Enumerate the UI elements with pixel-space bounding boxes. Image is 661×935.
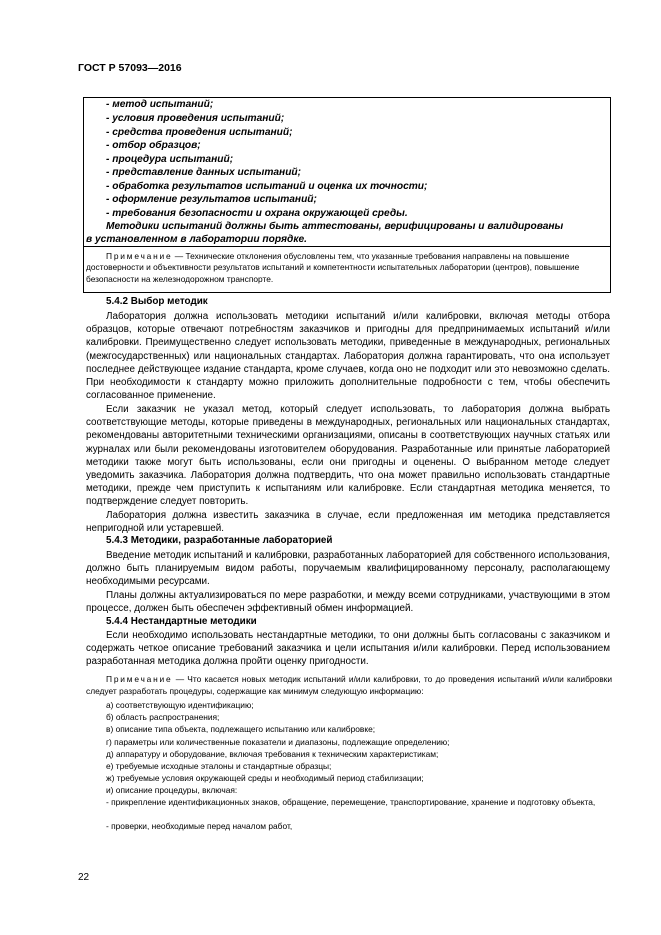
bullet-item: - средства проведения испытаний; <box>106 127 293 138</box>
note-text: — Технические отклонения обусловлены тем, что указанные требования направлены на повышение достоверности и объективности результатов испытаний и компетентности испытательных лаборатории (центров), повышение безопасности на железнодорожном транспорте. <box>86 251 580 284</box>
paragraph: Лаборатория должна известить заказчика в случае, если предложенная им методика представляется непригодной или устаревшей. <box>86 510 610 535</box>
list-subitem: - проверки, необходимые перед началом работ, <box>106 821 293 831</box>
paragraph: Лаборатория должна использовать методики испытаний и/или калибровки, включая методы отбора образцов, которые отвечают потребностям заказчиков и пригодны для предпринимаемых испытаний и/или калибровки. Преимущественно следует использовать методики, приведенные в международных, региональных (межгосударственных) или национальных стандартах. Лаборатория должна гарантировать, что она использует последнее действующее издание стандарта, кроме случаев, когда оно не подходит или это невозможно сделать. При необходимости к стандарту можно приложить дополнительные подробности с тем, чтобы обеспечить согласованное применение. <box>86 311 610 402</box>
list-item: а) соответствующую идентификацию; <box>106 700 254 710</box>
bullet-item: - условия проведения испытаний; <box>106 113 285 124</box>
bullet-item: - процедура испытаний; <box>106 154 234 165</box>
list-item: ж) требуемые условия окружающей среды и необходимый период стабилизации; <box>106 773 424 783</box>
bullet-item: - отбор образцов; <box>106 140 201 151</box>
list-item: е) требуемые исходные эталоны и стандартные образцы; <box>106 761 332 771</box>
page-number: 22 <box>78 872 90 883</box>
paragraph: Планы должны актуализироваться по мере разработки, и между всеми сотрудниками, участвующими в этом процессе, должен быть обеспечен эффективный обмен информацией. <box>86 590 610 615</box>
bullet-item: - оформление результатов испытаний; <box>106 194 317 205</box>
note-text: — Что касается новых методик испытаний и/или калибровки, то до проведения испытаний и/или калибровки следует разработать процедуры, содержащие как минимум следующую информацию: <box>86 674 612 696</box>
paragraph: Введение методик испытаний и калибровки, разработанных лабораторией для собственного использования, должно быть планируемым видом работы, поручаемым квалифицированному персоналу, располагающему необходимыми ресурсами. <box>86 550 610 588</box>
bullet-item: - обработка результатов испытаний и оценка их точности; <box>106 181 428 192</box>
bullet-item: - требования безопасности и охрана окружающей среды. <box>106 208 408 219</box>
list-item: в) описание типа объекта, подлежащего испытанию или калибровке; <box>106 724 376 734</box>
list-item: г) параметры или количественные показатели и диапазоны, подлежащие определению; <box>106 737 450 747</box>
section-heading-5-4-3: 5.4.3 Методики, разработанные лабораторией <box>106 535 333 546</box>
section-heading-5-4-4: 5.4.4 Нестандартные методики <box>106 616 257 627</box>
document-header: ГОСТ Р 57093—2016 <box>78 62 182 74</box>
list-item: б) область распространения; <box>106 712 220 722</box>
paragraph: Если заказчик не указал метод, который следует использовать, то лаборатория должна выбрать соответствующие методы, которые приведены в международных, региональных или национальных стандартах, рекомендованы авторитетными техническими организациями, описаны в соответствующих научных статьях или журналах или были рекомендованы изготовителем оборудования. Разработанные или принятые лабораторией методики также могут быть использованы, если они пригодны и оценены. О выбранном методе следует уведомить заказчика. Лаборатория должна подтвердить, что она может правильно использовать стандартные методики, прежде чем приступить к испытаниям или калибровке. Если стандартная методика меняется, то подтверждение следует повторить. <box>86 404 610 508</box>
list-item: д) аппаратуру и оборудование, включая требования к техническим характеристикам; <box>106 749 439 759</box>
paragraph: Если необходимо использовать нестандартные методики, то они должны быть согласованы с заказчиком и содержать четкое описание требований заказчика и цели испытания и/или калибровки. Перед использованием разработанная методика должна пройти оценку пригодности. <box>86 630 610 668</box>
bold-statement-line: в установленном в лаборатории порядке. <box>86 234 308 245</box>
framed-note <box>86 251 608 285</box>
list-item: и) описание процедуры, включая: <box>106 785 238 795</box>
bold-statement-line: Методики испытаний должны быть аттестованы, верифицированы и валидированы <box>106 221 564 232</box>
section-note <box>86 674 612 697</box>
separator-line <box>84 246 610 247</box>
note-label: Примечание <box>106 674 173 684</box>
section-heading-5-4-2: 5.4.2 Выбор методик <box>106 296 208 307</box>
note-label: Примечание <box>106 251 173 261</box>
bullet-item: - метод испытаний; <box>106 99 214 110</box>
list-subitem: - прикрепление идентификационных знаков, обращение, перемещение, транспортирование, хранение и подготовку объекта, <box>106 797 596 807</box>
bullet-item: - представление данных испытаний; <box>106 167 302 178</box>
